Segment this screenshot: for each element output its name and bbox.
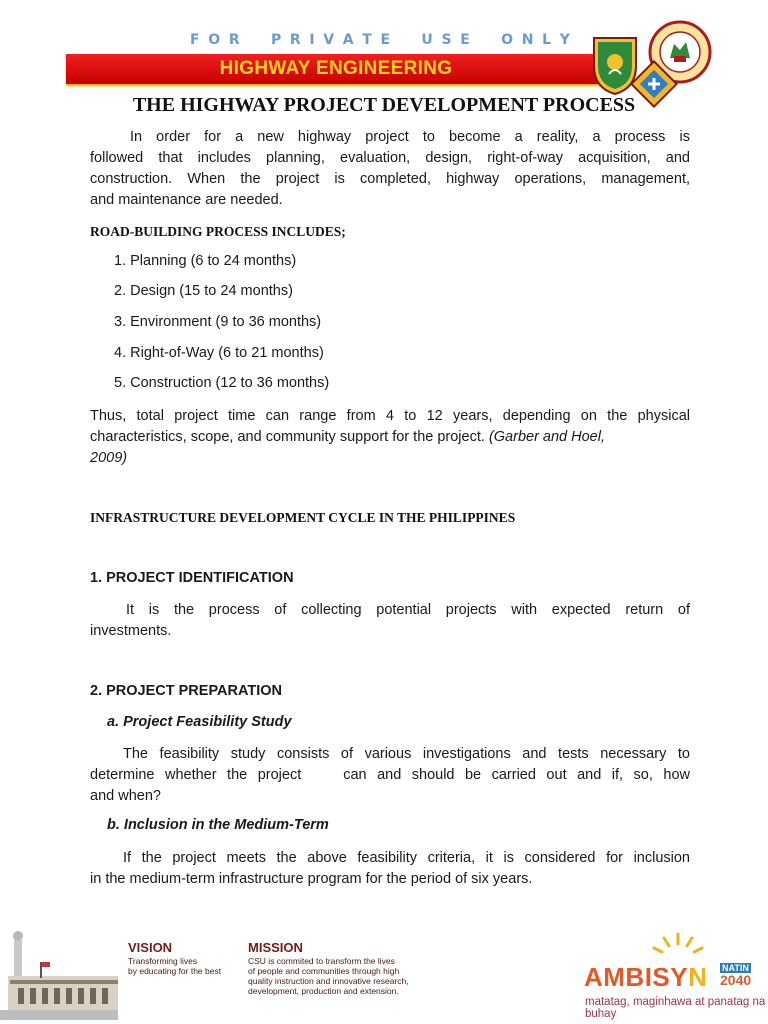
feasibility-line: The feasibility study consists of various investigations and tests necessary to xyxy=(123,746,690,762)
mission-title: MISSION xyxy=(248,940,303,955)
ambisyon-tagline: matatag, maginhawa at panatag na buhay xyxy=(585,996,766,1020)
mission-line: CSU is commited to transform the lives xyxy=(248,956,395,966)
section-heading-identification: 1. PROJECT IDENTIFICATION xyxy=(90,570,294,586)
thus-line: characteristics, scope, and community support for the project. xyxy=(90,429,485,445)
private-letter: E xyxy=(380,32,391,48)
citation-year: 2009) xyxy=(90,450,128,466)
road-item: 3. Environment (9 to 36 months) xyxy=(114,314,322,330)
feasibility-line: determine whether the project can and should be carried out and if, so, how xyxy=(90,767,690,783)
private-use-banner xyxy=(190,32,570,48)
identification-line: It is the process of collecting potential projects with expected return of xyxy=(126,602,690,618)
section-heading-preparation: 2. PROJECT PREPARATION xyxy=(90,683,283,699)
infrastructure-heading: INFRASTRUCTURE DEVELOPMENT CYCLE IN THE PHILIPPINES xyxy=(90,510,516,525)
medium-term-line: in the medium-term infrastructure program for the period of six years. xyxy=(90,871,533,887)
header-banner xyxy=(66,54,606,84)
thus-paragraph xyxy=(90,406,690,469)
mission-line: development, production and extension. xyxy=(248,986,399,996)
private-letter: N xyxy=(521,32,534,48)
subheading-feasibility: a. Project Feasibility Study xyxy=(107,714,292,730)
private-letter: O xyxy=(208,32,221,48)
intro-line: followed that includes planning, evaluation, design, right-of-way acquisition, and xyxy=(90,150,690,166)
thus-line: Thus, total project time can range from 4 to 12 years, depending on the physical xyxy=(90,408,690,424)
private-letter: E xyxy=(460,32,470,48)
citation: (Garber and Hoel, xyxy=(488,429,605,445)
ambisyon-logo: AMBISYN xyxy=(584,962,708,992)
road-item: 2. Design (15 to 24 months) xyxy=(114,283,293,299)
intro-paragraph xyxy=(90,127,690,211)
road-item: 4. Right-of-Way (6 to 21 months) xyxy=(114,345,324,361)
road-item: 5. Construction (12 to 36 months) xyxy=(114,375,330,391)
medium-term-paragraph xyxy=(90,848,690,890)
private-letter: O xyxy=(501,32,514,48)
vision-line: Transforming lives xyxy=(128,956,198,966)
natin-badge: NATIN xyxy=(722,963,749,973)
private-letter: R xyxy=(228,32,240,48)
identification-line: investments. xyxy=(90,623,172,639)
private-letter: V xyxy=(323,32,335,48)
vision-title: VISION xyxy=(128,940,173,955)
private-letter: S xyxy=(441,32,452,48)
feasibility-line: and when? xyxy=(90,788,161,804)
subheading-medium-term: b. Inclusion in the Medium-Term xyxy=(107,817,329,833)
vision-line: by educating for the best xyxy=(128,966,222,976)
page-title: THE HIGHWAY PROJECT DEVELOPMENT PROCESS xyxy=(132,94,636,116)
road-building-heading: ROAD-BUILDING PROCESS INCLUDES; xyxy=(90,224,346,239)
banner-title: HIGHWAY ENGINEERING xyxy=(219,58,453,79)
private-letter: I xyxy=(309,32,315,48)
intro-line: construction. When the project is completed, highway operations, management, xyxy=(90,171,690,187)
medium-term-line: If the project meets the above feasibility criteria, it is considered for inclusion xyxy=(123,850,690,866)
private-letter: T xyxy=(362,32,372,48)
identification-paragraph xyxy=(90,600,690,642)
private-letter: A xyxy=(342,32,354,48)
private-letter: F xyxy=(190,32,200,48)
private-letter: L xyxy=(542,32,552,48)
private-letter: U xyxy=(421,32,433,48)
intro-line: and maintenance are needed. xyxy=(90,192,283,208)
campus-building-photo xyxy=(0,916,118,1020)
private-letter: P xyxy=(270,32,282,48)
road-item: 1. Planning (6 to 24 months) xyxy=(114,253,297,269)
private-letter: R xyxy=(289,32,301,48)
mission-text xyxy=(248,956,409,996)
intro-line: In order for a new highway project to become a reality, a process is xyxy=(130,129,690,145)
sun-rays-icon xyxy=(650,928,706,964)
mission-line: of people and communities through high xyxy=(248,966,400,976)
private-letter: Y xyxy=(559,32,570,48)
feasibility-paragraph xyxy=(90,744,690,807)
ambisyon-sun-letter: N xyxy=(688,962,708,992)
vision-text xyxy=(128,956,221,976)
mission-line: quality instruction and innovative research, xyxy=(248,976,409,986)
year-2040: 2040 xyxy=(720,972,752,988)
